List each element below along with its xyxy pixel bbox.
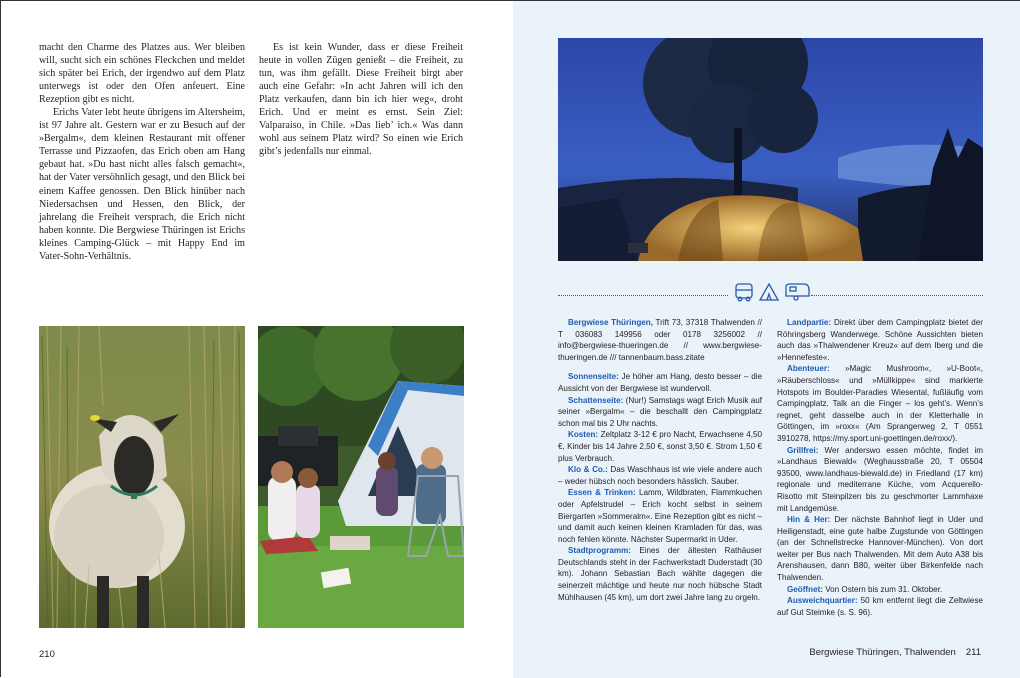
info-text: 50 km entfernt liegt die Zeltwiese auf Gut Steimke (s. S. 96). [777,596,983,617]
info-entry [777,317,983,363]
info-key: Grillfrei: [787,445,819,455]
info-text: Von Ostern bis zum 31. Oktober. [822,584,943,594]
info-column-left [558,317,762,603]
info-entry [777,514,983,584]
text-column-1 [39,41,245,263]
sheep-photo [39,326,245,628]
info-entry [558,371,762,394]
page-number-left: 210 [39,649,55,660]
info-text: Je höher am Hang, desto besser – die Aussicht von der Bergwiese ist wundervoll. [558,372,762,393]
text-column-2 [259,41,463,158]
paragraph: macht den Charme des Platzes aus. Wer bleiben will, sucht sich ein schönes Fleckchen und meldet sich später bei Erich, der irgendwo auf dem Platz unterwegs ist oder den Ofen anfeuert. Eine Rezeption gibt es nicht. [39,42,245,106]
info-text: (Nur!) Samstags wagt Erich Musik auf seiner »Bergalm« – die beschallt den Campingplatz schon mal bis 2 Uhr nachts. [558,395,762,428]
info-text: Zeltplatz 3-12 € pro Nacht, Erwachsene 4,50 €, Kinder bis 14 Jahre 2,50 €, sonst 3,50 €. Strom 1,50 € plus Verbrauch. [558,430,762,463]
paragraph: Es ist kein Wunder, dass er diese Freiheit heute in vollen Zügen genießt – die Freiheit, zu tun, was ihm gefällt. Diese Freiheit birgt aber auch eine Gefahr: »In acht Jahren will ich den Platz verkaufen, dann bin ich hier weg«, droht Erich. Und er meint es ernst. Sein Ziel: Valparaiso, in Chile. »Das lieb’ ich.« Was dann wohl aus seinem Platz wird? So einen wie Erich gibt’s jedenfalls nur einmal. [259,42,463,158]
info-column-right [777,317,983,618]
dotted-rule [811,295,983,296]
info-text: Trift 73, 37318 Thalwenden // T 036083 149956 oder 0178 3256002 // info@bergwiese-thueringen.de // www.bergwiese-thueringen.de /// tannenbaum.bass.zitate [558,318,762,362]
info-key: Schattenseite: [568,395,624,405]
info-text: »Magic Mushroom«, »U-Boot«, »Räuberschloss« und »Müllkippe« sind markierte Hotspots im Boulder-Paradies Wiesental, fußläufig vom Campingplatz. Talk an die Finger – los geht’s. Wenn’s regnet, geht dasselbe auch in der Kletterhalle in Göttingen, im »roxx« (Am Sprangerweg 2, T 0551 3910278, https://my.sport.uni-goettingen.de/roxx/). [777,364,983,443]
info-text: Eines der ältesten Rathäuser Deutschlands steht in der Fachwerkstadt Duderstadt (30 km). Johann Sebastian Bach wählte dagegen die seinerzeit mächtige und heute nur noch hübsche Stadt Mühlhausen (45 km), um dort zwei Jahre lang zu orgeln. [558,546,762,602]
info-key: Hin & Her: [787,515,831,525]
info-entry [777,363,983,444]
paragraph: Erichs Vater lebt heute übrigens im Altersheim, ist 97 Jahre alt. Gestern war er zu Besuch auf der »Bergalm«, dem kleinen Restaurant mit offener Terrasse und Pizzaofen, das Erich oben am Hang gebaut hat. »Du hast nicht alles falsch gemacht«, hat der Vater versöhnlich gesagt, und den Blick bei einem Kaffee genossen. Den Blick hinüber nach Niedersachsen und Hessen, den Blick, der jahrelang die Freiheit versprach, die Erich nicht haben konnte. Die Bergwiese Thüringen ist Erichs kleines Camping-Glück – mit Happy End im Vater-Sohn-Verhältnis. [39,107,245,262]
section-divider [558,287,983,303]
left-page [1,1,513,678]
info-key: Kosten: [568,430,599,440]
info-text: Wer anderswo essen möchte, findet im »Landhaus Biewald« (Weghausstraße 20, T 05504 93500, www.landhaus-biewald.de) in Friedland (17 km) regionale und mediterrane Küche, vom Acquerello-Risotto mit Steinpilzen bis zu geschmorter Lammhaxe mit Landgemüse. [777,445,983,513]
info-entry [558,317,762,363]
info-key: Bergwiese Thüringen, [568,318,653,327]
info-key: Essen & Trinken: [568,488,636,498]
info-entry [558,545,762,603]
info-key: Landpartie: [787,318,832,327]
info-entry [558,429,762,464]
info-text: Der nächste Bahnhof liegt in Uder und Heiligenstadt, eine gute halbe Zugstunde von Göttingen (an der Schnellstrecke Hannover-München). Von dort weiter per Bus nach Thalwenden. Mit dem Auto A38 bis Arenshausen, dann B80, weiter über Birkenfelde nach Thalwenden. [777,515,983,583]
info-entry [558,487,762,545]
info-text: Lamm, Wildbraten, Flammkuchen oder Apfelstrudel – Erich kocht selbst in seinem Biergarten »Sommeralm«. Eine Rezeption gibt es nicht – und damit auch keinen kleinen Kramladen für das, was noch fehlen könnte. Nächster Supermarkt in Uder. [558,488,762,544]
info-entry [777,445,983,515]
info-entry [777,584,983,596]
dotted-rule [558,295,728,296]
camping-family-photo [258,326,464,628]
info-entry [558,395,762,430]
vehicle-icons [734,281,812,303]
tent-icon [760,284,778,300]
info-key: Ausweichquartier: [787,596,858,606]
footer-title: Bergwiese Thüringen, Thalwenden [809,647,956,658]
info-key: Stadtprogramm: [568,546,631,556]
night-tent-photo [558,38,983,261]
info-text: Das Waschhaus ist wie viele andere auch – weder hübsch noch besonders hässlich. Sauber. [558,465,762,486]
info-entry [777,595,983,618]
info-key: Geöffnet: [787,584,823,594]
running-footer [809,647,981,658]
campervan-icon [736,284,752,301]
caravan-icon [786,284,809,300]
info-key: Sonnenseite: [568,372,619,382]
info-key: Abenteuer: [787,364,830,374]
page-number-right: 211 [965,647,981,658]
info-text: Direkt über dem Campingplatz bietet der Röhringsberg Wanderwege. Schöne Aussichten bieten auch das »Thalwendener Kreuz« auf dem Iberg und die »Hennefeste«. [777,318,983,362]
info-entry [558,464,762,487]
info-key: Klo & Co.: [568,465,608,475]
